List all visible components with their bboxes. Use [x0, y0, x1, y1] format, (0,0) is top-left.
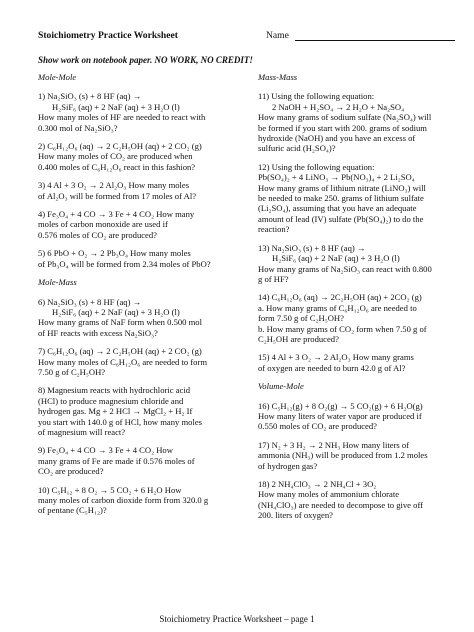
question-15: [258, 352, 452, 373]
question-10: [38, 485, 252, 516]
question-line: 0.550 moles of CO₂ are produced?: [258, 421, 377, 432]
question-line: 1) Na₂SiO₃ (s) + 8 HF (aq) →: [38, 91, 142, 102]
question-line: g of HF?: [258, 273, 289, 284]
question-line: hydrogen gas. Mg + 2 HCl → MgCl₂ + H₂ If: [38, 406, 193, 417]
worksheet-header: [38, 30, 438, 44]
section-heading-mole-mass: Mole-Mass: [38, 277, 77, 288]
section-heading-mole-mole: Mole-Mole: [38, 72, 77, 82]
question-line: of HF reacts with excess Na₂SiO₃?: [38, 327, 158, 338]
question-line: of Al₂O₃ will be formed from 17 moles of Al?: [38, 190, 197, 201]
question-line: 8) Magnesium reacts with hydrochloric acid: [38, 385, 191, 396]
question-line: you start with 140.0 g of HCl, how many moles: [38, 416, 202, 427]
question-6: [38, 297, 252, 339]
question-line: 13) Na₂SiO₃ (s) + 8 HF (aq) →: [258, 242, 366, 253]
question-line: 18) 2 NH₄ClO₃ → 2 NH₄Cl + 3O₂: [258, 479, 377, 489]
right-column: [258, 72, 452, 529]
question-line: C₂H₅OH are produced?: [258, 333, 339, 344]
question-line: reaction?: [258, 224, 290, 235]
question-5: [38, 248, 252, 269]
question-line: How many grams of NaF form when 0.500 mol: [38, 317, 202, 328]
left-column: [38, 72, 252, 524]
question-line: (NH₄ClO₃) are needed to decompose to give off: [258, 499, 424, 510]
question-line: moles of carbon monoxide are used if: [38, 219, 168, 230]
question-line: of hydrogen gas?: [258, 460, 318, 471]
question-line: 0.300 mol of Na₂SiO₃?: [38, 122, 118, 133]
question-line: be needed to make 250. grams of lithium sulfate: [258, 193, 424, 204]
question-2: [38, 141, 252, 172]
question-line: a. How many grams of C₆H₁₂O₆ are needed to: [258, 302, 417, 313]
question-line: 200. liters of oxygen?: [258, 510, 333, 521]
question-16: [258, 401, 452, 432]
question-line: 16) C₅H₁₂(g) + 8 O₂(g) → 5 CO₂(g) + 6 H₂O(g): [258, 400, 423, 411]
page-footer: Stoichiometry Practice Worksheet – page 1: [159, 614, 315, 624]
question-line: How many moles of ammonium chlorate: [258, 489, 400, 500]
question-line: 14) C₆H₁₂O₆ (aq) → 2C₂H₅OH (aq) + 2CO₂ (g): [258, 292, 422, 303]
question-line: 11) Using the following equation:: [258, 91, 375, 102]
section-heading-volume-mole: Volume-Mole: [258, 381, 304, 392]
question-line: How many moles of C₆H₁₂O₆ are needed to form: [38, 356, 208, 367]
question-line: b. How many grams of CO₂ form when 7.50 g of: [258, 323, 427, 334]
section-heading-mass-mass: Mass-Mass: [258, 72, 298, 82]
question-line: How many moles of HF are needed to react with: [38, 112, 206, 123]
question-line: How many moles of CO₂ are produced when: [38, 151, 193, 162]
question-line: 7.50 g of C₂H₅OH?: [38, 366, 106, 377]
question-line: H₂SiF₆ (aq) + 2 NaF (aq) + 3 H₂O (l): [272, 253, 400, 264]
question-line: How many grams of lithium nitrate (LiNO₃) will: [258, 182, 426, 193]
question-line: (Li₂SO₄), assuming that you have an adequate: [258, 203, 417, 214]
question-line: 4) Fe₃O₄ + 4 CO → 3 Fe + 4 CO₂ How many: [38, 209, 195, 220]
question-line: 3) 4 Al + 3 O₂ → 2 Al₂O₃ How many moles: [38, 180, 190, 191]
name-label: Name: [266, 30, 289, 41]
question-line: 2) C₆H₁₂O₆ (aq) → 2 C₂H₅OH (aq) + 2 CO₂ (g): [38, 141, 202, 152]
question-8: [38, 385, 252, 437]
question-line: How many grams of sodium sulfate (Na₂SO₄) will: [258, 112, 432, 123]
question-1: [38, 91, 252, 133]
question-line: Pb(SO₄)₂ + 4 LiNO₃ → Pb(NO₃)₄ + 2 Li₂SO₄: [258, 172, 415, 183]
question-line: How many grams of Na₂SiO₃ can react with 0.800: [258, 263, 432, 274]
question-line: many moles of carbon dioxide form from 320.0 g: [38, 495, 209, 505]
question-line: 12) Using the following equation:: [258, 161, 375, 172]
question-13: [258, 243, 452, 285]
question-line: (HCl) to produce magnesium chloride and: [38, 395, 184, 406]
question-line: 0.576 moles of CO₂ are produced?: [38, 229, 157, 240]
question-18: [258, 479, 452, 521]
question-line: hydroxide (NaOH) and you have an excess of: [258, 133, 416, 144]
question-line: 10) C₅H₁₂ + 8 O₂ → 5 CO₂ + 6 H₂O How: [38, 484, 182, 495]
question-line: of pentane (C₅H₁₂)?: [38, 505, 107, 516]
instructions: Show work on notebook paper. NO WORK, NO CREDIT!: [38, 55, 253, 65]
question-14: [258, 292, 452, 344]
question-4: [38, 209, 252, 240]
question-line: 6) Na₂SiO₃ (s) + 8 HF (aq) →: [38, 296, 142, 307]
question-17: [258, 440, 452, 471]
question-line: H₂SiF₆ (aq) + 2 NaF (aq) + 3 H₂O (l): [52, 306, 180, 317]
question-12: [258, 162, 452, 235]
question-line: many grams of Fe are made if 0.576 moles of: [38, 455, 195, 466]
question-line: 15) 4 Al + 3 O₂ → 2 Al₂O₃ How many grams: [258, 352, 414, 363]
question-line: 17) N₂ + 3 H₂ → 2 NH₃ How many liters of: [258, 439, 410, 450]
question-line: 7) C₆H₁₂O₆ (aq) → 2 C₂H₅OH (aq) + 2 CO₂ (g): [38, 346, 202, 357]
question-line: H₂SiF₆ (aq) + 2 NaF (aq) + 3 H₂O (l): [52, 101, 180, 112]
question-line: CO₂ are produced?: [38, 466, 104, 477]
question-line: of magnesium will react?: [38, 426, 126, 437]
question-7: [38, 346, 252, 377]
question-line: of Pb₃O₄ will be formed from 2.34 moles of PbO?: [38, 258, 211, 269]
worksheet-title: Stoichiometry Practice Worksheet: [38, 30, 178, 41]
question-line: ammonia (NH₃) will be produced from 1.2 moles: [258, 450, 428, 461]
question-11: [258, 91, 452, 153]
question-line: 2 NaOH + H₂SO₄ → 2 H₂O + Na₂SO₄: [272, 101, 405, 112]
question-line: 5) 6 PbO + O₂ → 2 Pb₃O₄ How many moles: [38, 248, 191, 259]
question-line: of oxygen are needed to burn 42.0 g of Al?: [258, 362, 406, 373]
question-line: How many liters of water vapor are produced if: [258, 410, 422, 421]
question-line: sulfuric acid (H₂SO₄)?: [258, 143, 336, 154]
question-line: 9) Fe₃O₄ + 4 CO → 3 Fe + 4 CO₂ How: [38, 445, 173, 456]
question-9: [38, 445, 252, 476]
question-line: form 7.50 g of C₂H₅OH?: [258, 313, 344, 324]
question-line: amount of lead (IV) sulfate (Pb(SO₄)₂) to do the: [258, 213, 424, 224]
name-underline: [295, 40, 455, 41]
question-3: [38, 180, 252, 201]
question-line: 0.400 moles of C₆H₁₂O₆ react in this fashion?: [38, 161, 196, 172]
question-line: be formed if you start with 200. grams of sodium: [258, 122, 427, 133]
